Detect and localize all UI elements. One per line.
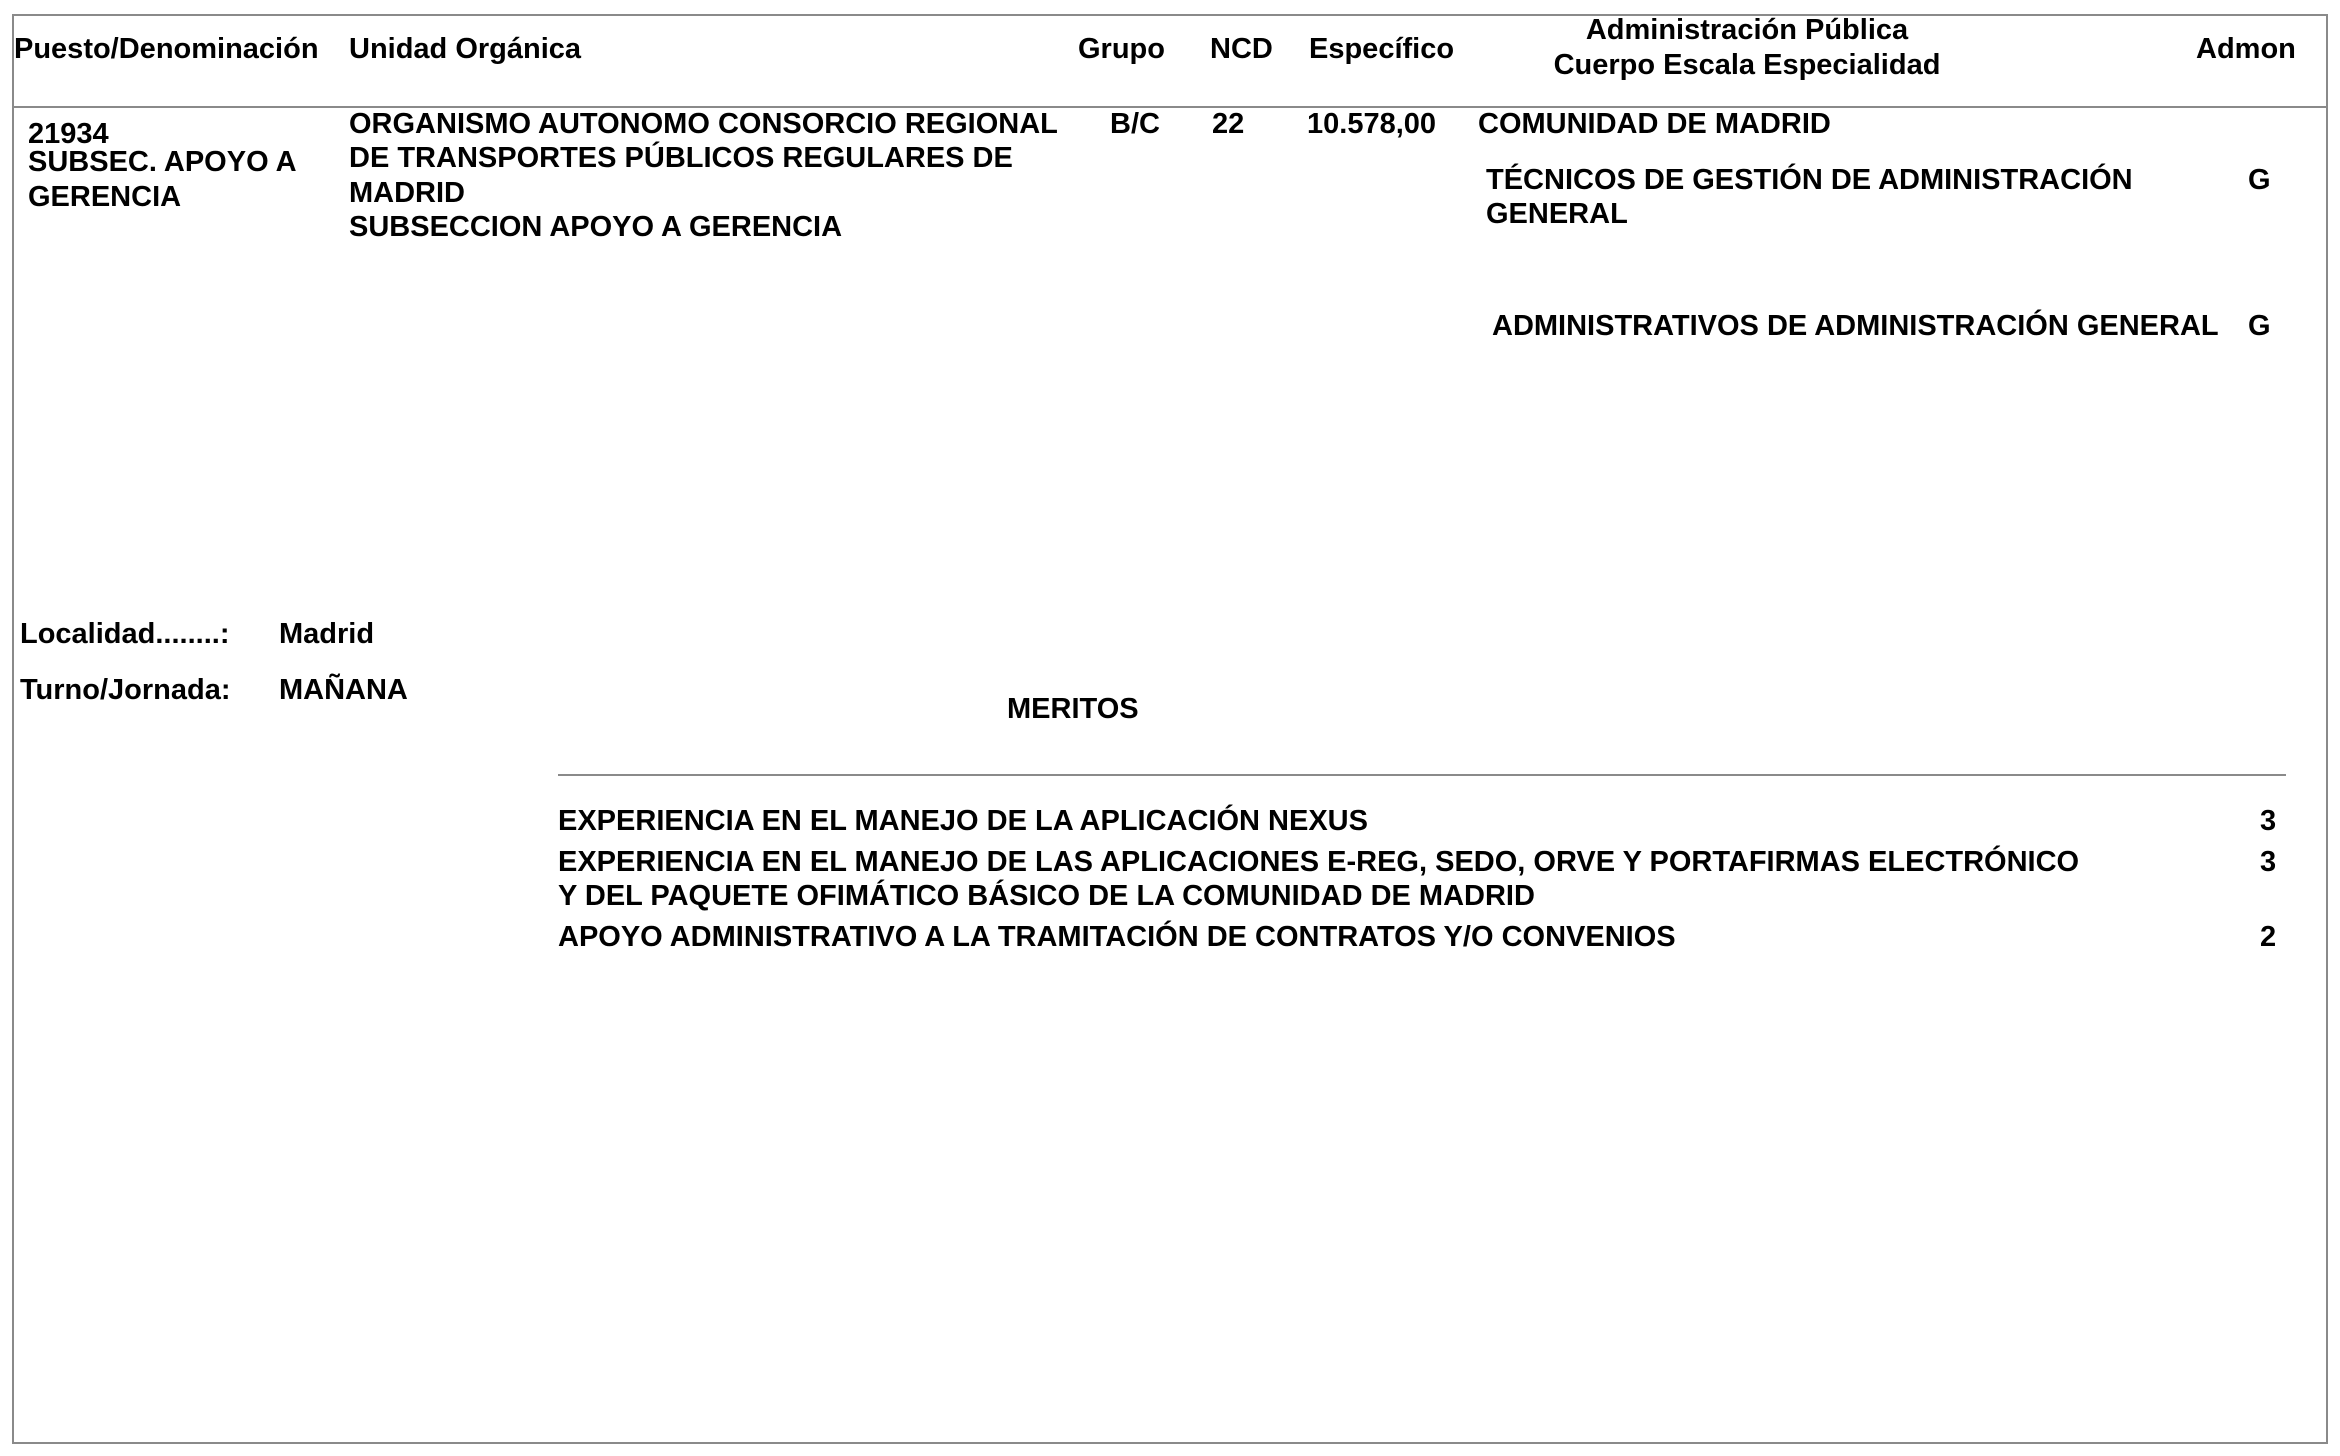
- administracion-value: COMUNIDAD DE MADRID: [1478, 108, 1831, 140]
- cuerpo-1-line-1: TÉCNICOS DE GESTIÓN DE ADMINISTRACIÓN: [1486, 164, 2133, 196]
- puesto-codigo: 21934: [28, 118, 109, 150]
- localidad-label: Localidad........:: [20, 618, 230, 650]
- unidad-line-1: ORGANISMO AUTONOMO CONSORCIO REGIONAL: [349, 108, 1058, 140]
- especifico-value: 10.578,00: [1307, 108, 1437, 140]
- localidad-value: Madrid: [279, 618, 375, 650]
- header-admon: Admon: [2196, 33, 2296, 65]
- header-grupo: Grupo: [1078, 33, 1165, 65]
- grupo-value: B/C: [1110, 108, 1160, 140]
- merito-2-line-1: EXPERIENCIA EN EL MANEJO DE LAS APLICACIONES E-REG, SEDO, ORVE Y PORTAFIRMAS ELECTRÓNICO: [558, 846, 2080, 878]
- meritos-title: MERITOS: [1007, 693, 1139, 725]
- header-puesto: Puesto/Denominación: [14, 33, 319, 65]
- merito-1-line-1: EXPERIENCIA EN EL MANEJO DE LA APLICACIÓN NEXUS: [558, 805, 1368, 837]
- turno-value: MAÑANA: [279, 674, 408, 706]
- merito-3-points: 2: [2260, 921, 2277, 953]
- merito-2-points: 3: [2260, 846, 2277, 878]
- header-cuerpo-escala: Cuerpo Escala Especialidad: [1553, 49, 1941, 81]
- unidad-line-2: DE TRANSPORTES PÚBLICOS REGULARES DE: [349, 142, 1013, 174]
- header-ncd: NCD: [1210, 33, 1273, 65]
- puesto-denominacion-2: GERENCIA: [28, 181, 182, 213]
- cuerpo-1-line-2: GENERAL: [1486, 198, 1628, 230]
- header-especifico: Específico: [1309, 33, 1455, 65]
- merito-2-line-2: Y DEL PAQUETE OFIMÁTICO BÁSICO DE LA COMUNIDAD DE MADRID: [558, 880, 1535, 912]
- merito-1-points: 3: [2260, 805, 2277, 837]
- header-admin-publica: Administración Pública: [1585, 14, 1909, 46]
- ncd-value: 22: [1212, 108, 1245, 140]
- unidad-line-4: SUBSECCION APOYO A GERENCIA: [349, 211, 843, 243]
- turno-label: Turno/Jornada:: [20, 674, 231, 706]
- header-unidad: Unidad Orgánica: [349, 33, 582, 65]
- cuerpo-2-admon: G: [2248, 310, 2271, 342]
- cuerpo-1-admon: G: [2248, 164, 2271, 196]
- merito-3-line-1: APOYO ADMINISTRATIVO A LA TRAMITACIÓN DE CONTRATOS Y/O CONVENIOS: [558, 921, 1676, 953]
- cuerpo-2-line-1: ADMINISTRATIVOS DE ADMINISTRACIÓN GENERAL: [1492, 310, 2219, 342]
- meritos-divider: [558, 774, 2286, 776]
- puesto-denominacion-1: SUBSEC. APOYO A: [28, 146, 297, 178]
- unidad-line-3: MADRID: [349, 177, 465, 209]
